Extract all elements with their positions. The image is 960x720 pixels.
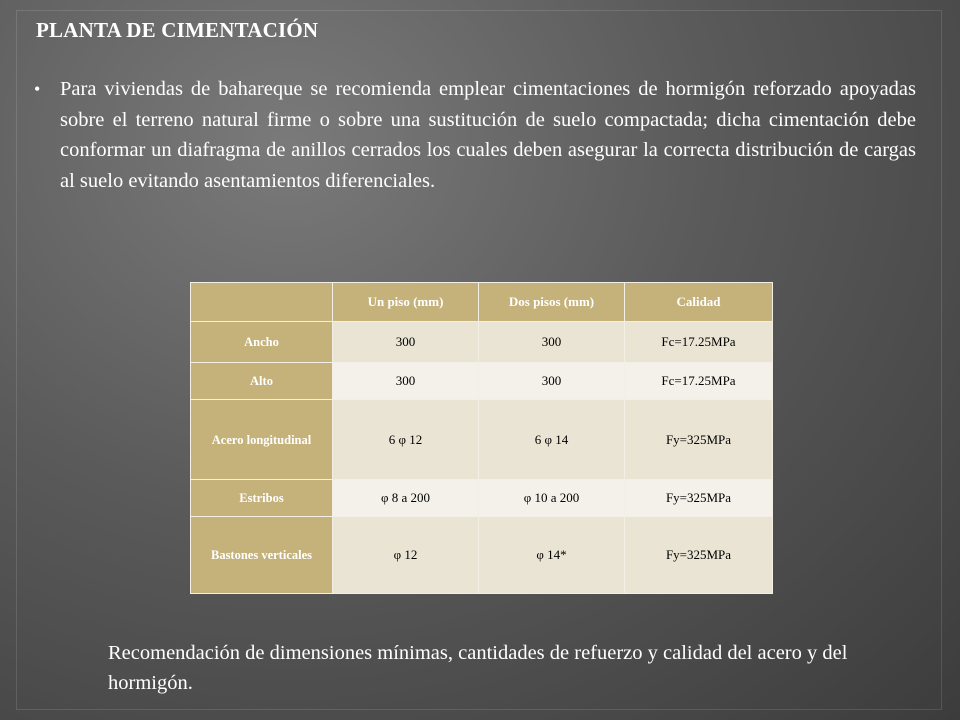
- table-row: [191, 400, 773, 480]
- table-cell: 6 φ 12: [333, 400, 479, 480]
- table-row: [191, 322, 773, 363]
- foundation-spec-table: [190, 282, 773, 594]
- row-label-alto: Alto: [191, 363, 333, 400]
- table-row: [191, 363, 773, 400]
- table-cell: φ 10 a 200: [479, 480, 625, 517]
- table-cell: φ 14*: [479, 517, 625, 594]
- table-cell: Fc=17.25MPa: [625, 322, 773, 363]
- row-label-bastones-verticales: Bastones verticales: [191, 517, 333, 594]
- table-row: [191, 517, 773, 594]
- row-label-estribos: Estribos: [191, 480, 333, 517]
- table-cell: φ 8 a 200: [333, 480, 479, 517]
- bullet-item: [34, 74, 916, 196]
- table-cell: 300: [333, 322, 479, 363]
- bullet-text: Para viviendas de bahareque se recomienda emplear cimentaciones de hormigón reforzado apoyadas sobre el terreno natural firme o sobre una sustitución de suelo compactada; dicha cimentación debe conformar un diafragma de anillos cerrados los cuales deben asegurar la correcta distribución de cargas al suelo evitando asentamientos diferenciales.: [60, 78, 916, 192]
- header-un-piso: Un piso (mm): [333, 283, 479, 322]
- slide-title: PLANTA DE CIMENTACIÓN: [36, 18, 319, 42]
- row-label-ancho: Ancho: [191, 322, 333, 363]
- header-empty: [191, 283, 333, 322]
- table-cell: Fy=325MPa: [625, 480, 773, 517]
- table-cell: 6 φ 14: [479, 400, 625, 480]
- table-cell: 300: [479, 363, 625, 400]
- table-cell: Fc=17.25MPa: [625, 363, 773, 400]
- table-row: [191, 480, 773, 517]
- header-calidad: Calidad: [625, 283, 773, 322]
- bullet-dot-icon: •: [34, 79, 41, 99]
- row-label-acero-longitudinal: Acero longitudinal: [191, 400, 333, 480]
- table-cell: φ 12: [333, 517, 479, 594]
- table-header-row: [191, 283, 773, 322]
- table-cell: 300: [479, 322, 625, 363]
- table-cell: Fy=325MPa: [625, 400, 773, 480]
- table-cell: 300: [333, 363, 479, 400]
- table-caption: Recomendación de dimensiones mínimas, cantidades de refuerzo y calidad del acero y del hormigón.: [108, 642, 848, 694]
- header-dos-pisos: Dos pisos (mm): [479, 283, 625, 322]
- table-cell: Fy=325MPa: [625, 517, 773, 594]
